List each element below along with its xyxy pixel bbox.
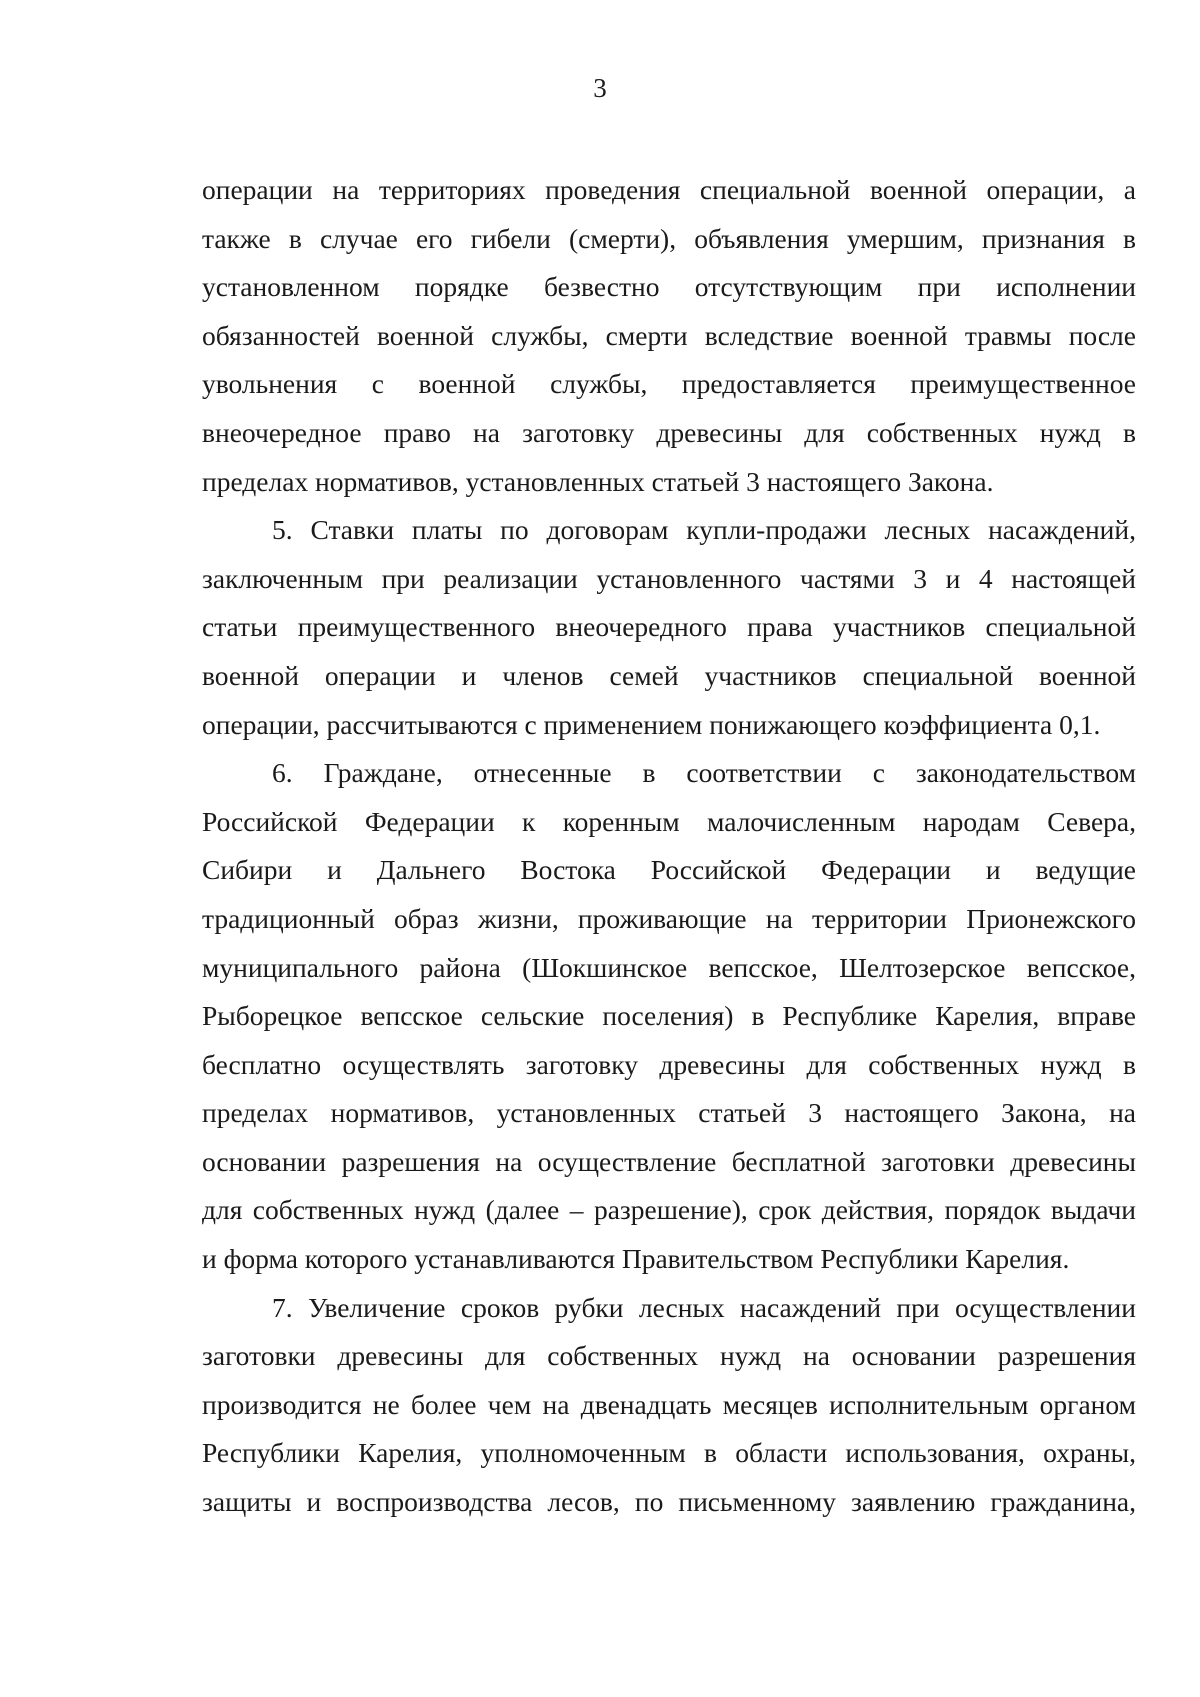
text-line: Российской Федерации к коренным малочисленным народам Севера,: [202, 805, 1136, 837]
text-line: также в случае его гибели (смерти), объявления умершим, признания в: [202, 222, 1136, 254]
text-line: операции, рассчитываются с применением понижающего коэффициента 0,1.: [202, 708, 1101, 740]
text-line: Рыборецкое вепсское сельские поселения) в Республике Карелия, вправе: [202, 1000, 1136, 1032]
text-line: внеочередное право на заготовку древесины для собственных нужд в: [202, 416, 1136, 448]
text-line: статьи преимущественного внеочередного права участников специальной: [202, 611, 1136, 643]
text-line: Республики Карелия, уполномоченным в области использования, охраны,: [202, 1437, 1136, 1469]
text-line: бесплатно осуществлять заготовку древесины для собственных нужд в: [202, 1048, 1136, 1080]
text-line: заключенным при реализации установленного частями 3 и 4 настоящей: [202, 562, 1136, 594]
text-line: основании разрешения на осуществление бесплатной заготовки древесины: [202, 1145, 1136, 1177]
text-line: и форма которого устанавливаются Правительством Республики Карелия.: [202, 1243, 1070, 1275]
text-line: операции на территориях проведения специальной военной операции, а: [202, 174, 1136, 205]
text-line: для собственных нужд (далее – разрешение), срок действия, порядок выдачи: [202, 1194, 1136, 1226]
text-line: производится не более чем на двенадцать месяцев исполнительным органом: [202, 1388, 1136, 1420]
text-line: защиты и воспроизводства лесов, по письменному заявлению гражданина,: [202, 1486, 1136, 1518]
text-line: пределах нормативов, установленных статьей 3 настоящего Закона.: [202, 465, 994, 497]
text-line: установленном порядке безвестно отсутствующим при исполнении: [202, 271, 1136, 303]
text-line: военной операции и членов семей участников специальной военной: [202, 659, 1136, 691]
text-line: увольнения с военной службы, предоставляется преимущественное: [202, 368, 1136, 400]
document-body: [202, 166, 1136, 1527]
text-line: традиционный образ жизни, проживающие на территории Прионежского: [202, 902, 1136, 934]
text-line: обязанностей военной службы, смерти вследствие военной травмы после: [202, 319, 1136, 351]
page-number: 3: [593, 73, 607, 103]
text-line: заготовки древесины для собственных нужд на основании разрешения: [202, 1340, 1136, 1372]
paragraph-7-start: 7. Увеличение сроков рубки лесных насаждений при осуществлении: [272, 1291, 1136, 1323]
paragraph-6-start: 6. Граждане, отнесенные в соответствии с законодательством: [272, 757, 1136, 789]
text-line: муниципального района (Шокшинское вепсское, Шелтозерское вепсское,: [202, 951, 1136, 983]
text-line: Сибири и Дальнего Востока Российской Федерации и ведущие: [202, 854, 1136, 886]
text-line: пределах нормативов, установленных статьей 3 настоящего Закона, на: [202, 1097, 1136, 1129]
paragraph-5-start: 5. Ставки платы по договорам купли-продажи лесных насаждений,: [272, 514, 1136, 546]
